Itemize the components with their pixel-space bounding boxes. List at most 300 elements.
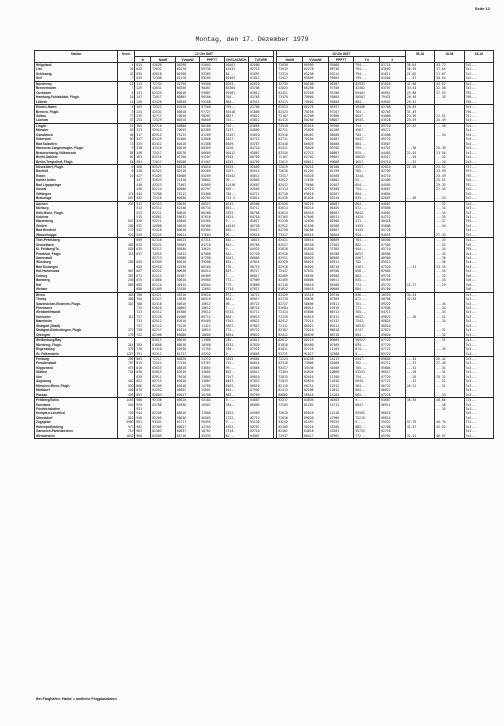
table-cell: 72915 xyxy=(151,252,175,256)
table-cell: 92--- xyxy=(354,178,380,182)
table-cell: 72529 xyxy=(151,118,175,123)
table-cell: 99108 xyxy=(328,123,354,128)
table-cell: 7o3--- xyxy=(464,201,493,206)
table-cell: 754--- xyxy=(354,187,380,191)
table-cell: 825 xyxy=(118,247,135,251)
table-cell: 82318 xyxy=(151,238,175,243)
table-cell: 72632 xyxy=(151,67,175,71)
table-cell: 7o5--- xyxy=(464,243,493,247)
table-cell: 02704 xyxy=(200,196,224,201)
table-cell: 65616 xyxy=(303,192,329,196)
table-cell: 42618 xyxy=(151,72,175,76)
table-cell: 357 xyxy=(118,274,135,278)
table-cell: 82521 xyxy=(151,164,175,169)
table-cell: 82613 xyxy=(151,338,175,343)
table-cell: 685 xyxy=(135,283,151,287)
table-cell: 99608 xyxy=(328,160,354,165)
table-cell: 13605 xyxy=(200,375,224,379)
table-cell: 98207 xyxy=(200,114,224,118)
table-cell: 7547- xyxy=(224,375,248,379)
table-cell: 7o3--- xyxy=(464,361,493,365)
table-cell: 156 xyxy=(135,100,151,105)
station-name-cell: Berlin-Dahlem xyxy=(35,155,118,159)
header-col-k: Td xyxy=(354,57,380,63)
table-cell: 09823 xyxy=(380,315,406,319)
table-cell: 045 xyxy=(135,76,151,81)
table-cell: 7o3--- xyxy=(464,324,493,328)
table-cell: 08510 xyxy=(200,297,224,301)
table-cell: 444 xyxy=(135,192,151,196)
table-cell: 70028 xyxy=(303,146,329,150)
table-cell: 80402 xyxy=(303,133,329,137)
table-cell: 60909 xyxy=(303,63,329,68)
table-cell: 70258 xyxy=(303,110,329,114)
table-cell: 07808 xyxy=(200,252,224,256)
table-cell: 852-- xyxy=(224,238,248,243)
table-cell: 81202 xyxy=(151,388,175,392)
table-cell: 855-- xyxy=(224,187,248,191)
header-18-18: 18-18 xyxy=(464,51,493,63)
table-cell: 58408 xyxy=(354,105,380,110)
table-cell: 49401 xyxy=(224,91,248,95)
table-cell: 00768 xyxy=(175,72,199,76)
station-name-cell: Karlsruhe xyxy=(35,315,118,319)
table-cell: 82426 xyxy=(151,100,175,105)
table-cell: ---28 xyxy=(405,370,434,374)
table-cell: 794--- xyxy=(354,146,380,150)
table-cell: 07811 xyxy=(328,302,354,306)
table-cell: 56636 xyxy=(303,274,329,278)
table-cell: 7o2--- xyxy=(464,67,493,71)
table-cell: 727 xyxy=(135,315,151,319)
table-cell: 58606 xyxy=(303,302,329,306)
station-name-cell: Braunschweig-Völkenrode xyxy=(35,151,118,155)
table-cell: 872--- xyxy=(354,206,380,210)
table-cell: 418 xyxy=(135,169,151,173)
table-cell: 58922 xyxy=(354,338,380,343)
table-cell: 03812 xyxy=(249,91,274,95)
table-cell: 7o2--- xyxy=(464,81,493,86)
table-cell: ---36 xyxy=(435,260,464,264)
table-cell: 95806 xyxy=(328,100,354,105)
table-cell: 06911 xyxy=(380,403,406,407)
table-cell: 866 xyxy=(135,384,151,388)
table-cell: 72016 xyxy=(277,416,303,420)
table-cell: 82910 xyxy=(277,265,303,269)
table-cell: 72518 xyxy=(277,123,303,128)
table-cell: 22-27 xyxy=(405,283,434,287)
table-cell: 82214 xyxy=(151,187,175,191)
station-name-cell: Hamburg-Fuhlsbüttel, Flugh. xyxy=(35,95,118,99)
table-cell: 7o3--- xyxy=(464,146,493,150)
table-cell: 10612 xyxy=(200,302,224,306)
table-cell: 42531 xyxy=(151,110,175,114)
table-cell: 58216 xyxy=(303,201,329,206)
table-cell: 31457 xyxy=(224,133,248,137)
table-cell: 82412 xyxy=(151,142,175,146)
table-cell: 113 xyxy=(135,81,151,86)
table-cell: 92622 xyxy=(277,178,303,182)
table-cell: 62816 xyxy=(151,306,175,310)
station-name-cell: Öhringen xyxy=(35,333,118,338)
table-cell: 635 xyxy=(135,247,151,251)
table-cell: 82522 xyxy=(151,169,175,173)
station-name-cell: Wasserkuppe xyxy=(35,233,118,238)
table-cell: 04713 xyxy=(380,310,406,314)
station-name-cell: Lingen xyxy=(35,123,118,128)
table-cell: 72314 xyxy=(277,72,303,76)
table-cell: 58208 xyxy=(303,228,329,232)
table-cell: 61636 xyxy=(303,224,329,228)
table-cell: 82216 xyxy=(151,155,175,159)
table-cell: 82421 xyxy=(151,292,175,297)
station-name-cell: Kempten-Lenzfried xyxy=(35,411,118,415)
table-cell: 754--- xyxy=(354,375,380,379)
table-cell: 32-53 xyxy=(405,297,434,301)
table-cell: 50636 xyxy=(303,297,329,301)
table-cell: 04713 xyxy=(380,215,406,219)
table-cell: 80022 xyxy=(303,324,329,328)
table-cell: 06816 xyxy=(249,361,274,365)
table-cell: 06607 xyxy=(328,201,354,206)
table-cell: 259 xyxy=(118,260,135,264)
table-cell: 09810 xyxy=(249,375,274,379)
table-cell: 08710 xyxy=(328,265,354,269)
table-cell: 784-- xyxy=(224,95,248,99)
table-cell: 03616 xyxy=(249,233,274,238)
table-cell: 85616 xyxy=(175,260,199,264)
table-cell: 07720 xyxy=(380,375,406,379)
table-cell: 129 xyxy=(135,86,151,90)
table-cell: 52218 xyxy=(303,347,329,351)
table-cell: 7o3--- xyxy=(464,338,493,343)
table-cell: 07320 xyxy=(380,265,406,269)
table-cell: 715--- xyxy=(464,398,493,403)
table-cell: 72417 xyxy=(151,151,175,155)
table-cell: 04901 xyxy=(380,211,406,215)
table-cell: 70860 xyxy=(303,95,329,99)
table-cell: 9---- xyxy=(354,420,380,424)
table-cell: 01308 xyxy=(200,142,224,146)
table-cell: 09711 xyxy=(380,128,406,132)
table-cell: 34-54 xyxy=(405,292,434,297)
table-cell: ---32 xyxy=(435,243,464,247)
table-cell: 91617 xyxy=(303,352,329,357)
table-cell: 03408 xyxy=(328,174,354,178)
table-cell: 7o6--- xyxy=(464,278,493,282)
table-cell: 944 xyxy=(135,411,151,415)
table-cell: 6747- xyxy=(354,328,380,332)
table-cell: 836 xyxy=(135,370,151,374)
table-cell: 363 xyxy=(135,155,151,159)
table-cell: 733 xyxy=(135,319,151,323)
table-cell: 82409 xyxy=(277,278,303,282)
table-cell: 10613 xyxy=(200,328,224,332)
table-cell: 858--- xyxy=(354,269,380,273)
table-cell: 50216 xyxy=(303,425,329,429)
table-cell: 82411 xyxy=(277,146,303,150)
table-cell: 61614 xyxy=(175,328,199,332)
table-cell: 08618 xyxy=(328,328,354,332)
table-cell: 7o4--- xyxy=(464,252,493,256)
table-cell: 6945- xyxy=(354,379,380,383)
table-cell: 7o3--- xyxy=(464,425,493,429)
table-cell: 10712 xyxy=(249,292,274,297)
table-cell: 02708 xyxy=(380,105,406,110)
table-cell: ---34 xyxy=(435,160,464,165)
table-cell: 09710 xyxy=(328,292,354,297)
table-cell: 75215 xyxy=(175,133,199,137)
table-cell: 72414 xyxy=(277,310,303,314)
table-cell: 05308 xyxy=(328,224,354,228)
table-cell: 03807 xyxy=(249,151,274,155)
table-cell: 761--- xyxy=(354,302,380,306)
table-cell: 72511 xyxy=(151,361,175,365)
table-cell: 5455- xyxy=(354,224,380,228)
table-cell: 796--- xyxy=(464,100,493,105)
station-name-cell: Nürburg xyxy=(35,206,118,210)
table-cell: 92311 xyxy=(151,247,175,251)
table-cell: 4424- xyxy=(224,215,248,219)
table-cell: 06810 xyxy=(249,384,274,388)
table-cell: 93603 xyxy=(328,76,354,81)
table-cell: 82513 xyxy=(151,201,175,206)
table-cell: 409 xyxy=(118,393,135,398)
table-cell: 7o6--- xyxy=(464,274,493,278)
table-cell: 05815 xyxy=(249,338,274,343)
table-cell: 785--- xyxy=(354,169,380,173)
table-cell: 384--- xyxy=(354,384,380,388)
table-cell: 60518 xyxy=(175,118,199,123)
table-cell: 01812 xyxy=(249,76,274,81)
table-cell: 715 xyxy=(135,306,151,310)
table-cell: 45104 xyxy=(200,398,224,403)
station-name-cell: Kiel xyxy=(35,76,118,81)
table-cell: 70216 xyxy=(303,164,329,169)
table-cell: 794--- xyxy=(354,67,380,71)
table-cell: 07509 xyxy=(328,343,354,347)
table-cell: 02607 xyxy=(380,196,406,201)
table-cell: 72815 xyxy=(277,375,303,379)
table-cell: 82401 xyxy=(277,429,303,433)
table-cell: 03505 xyxy=(249,187,274,191)
table-cell: 05808 xyxy=(380,224,406,228)
table-cell: 7o2--- xyxy=(464,76,493,81)
table-cell: 82616 xyxy=(303,375,329,379)
table-cell: 04925 xyxy=(249,247,274,251)
table-cell: 131 xyxy=(135,91,151,95)
table-cell: 723-2 xyxy=(224,196,248,201)
table-cell: 72019 xyxy=(277,164,303,169)
station-name-cell: List xyxy=(35,67,118,71)
table-cell: 34802 xyxy=(328,178,354,182)
table-cell: 7o5--- xyxy=(464,178,493,182)
station-name-cell: Klippeneck xyxy=(35,366,118,370)
table-cell: 62708 xyxy=(151,403,175,407)
table-cell: 7o4--- xyxy=(464,123,493,128)
table-cell: 18702 xyxy=(200,429,224,433)
table-cell: 855--- xyxy=(354,278,380,282)
table-cell: 72708 xyxy=(151,192,175,196)
table-cell: 81812 xyxy=(277,287,303,292)
table-cell: 05811 xyxy=(249,370,274,374)
header-col-h: Nddff xyxy=(277,57,303,63)
table-cell: 3137- xyxy=(224,128,248,132)
table-cell: 020 xyxy=(135,67,151,71)
table-cell: 06822 xyxy=(380,388,406,392)
table-cell: 82517 xyxy=(277,243,303,247)
table-cell: 795--- xyxy=(464,219,493,223)
table-cell: 92623 xyxy=(151,178,175,182)
table-cell: 67606 xyxy=(303,215,329,219)
table-cell: 82112 xyxy=(151,324,175,328)
table-cell: 7o3--- xyxy=(464,343,493,347)
table-cell: 11705 xyxy=(200,347,224,351)
table-cell: 02606 xyxy=(249,63,274,68)
table-cell: 2960 xyxy=(118,420,135,424)
table-cell: 8842- xyxy=(354,211,380,215)
table-cell: 7o3--- xyxy=(464,269,493,273)
table-cell: ---35 xyxy=(435,347,464,351)
table-cell: 04209 xyxy=(200,174,224,178)
table-cell: 977 xyxy=(118,425,135,429)
table-cell: 5543- xyxy=(224,155,248,159)
table-cell: 42608 xyxy=(328,361,354,365)
table-cell: 44703 xyxy=(200,425,224,429)
table-cell: 39208 xyxy=(200,260,224,264)
station-name-cell: Soltau xyxy=(35,114,118,118)
table-cell: 852 xyxy=(135,379,151,383)
table-cell: 60616 xyxy=(175,211,199,215)
table-cell: 70802 xyxy=(303,100,329,105)
table-cell: 06409 xyxy=(200,274,224,278)
table-cell: 07813 xyxy=(249,324,274,328)
table-cell: 46-76 xyxy=(435,420,464,424)
table-cell: 50586 xyxy=(175,256,199,260)
table-cell: 00614 xyxy=(175,233,199,238)
table-cell: 80280 xyxy=(303,118,329,123)
table-cell: 202 xyxy=(118,201,135,206)
table-cell: 82317 xyxy=(151,297,175,301)
table-cell: 384 xyxy=(135,160,151,165)
table-cell: 82910 xyxy=(151,265,175,269)
table-cell: 75616 xyxy=(175,375,199,379)
table-cell: ---37 xyxy=(405,76,434,81)
table-cell: 07923 xyxy=(249,347,274,351)
table-cell: 72470 xyxy=(277,95,303,99)
table-cell: 01706 xyxy=(249,105,274,110)
table-cell: 75806 xyxy=(303,183,329,187)
table-cell: 82413 xyxy=(277,388,303,392)
table-cell: 27-34 xyxy=(435,187,464,191)
table-cell: 7 xyxy=(118,76,135,81)
table-cell: 63 xyxy=(118,128,135,132)
table-cell: 01836 xyxy=(303,247,329,251)
table-cell: 92336 xyxy=(151,398,175,403)
table-cell: 75215 xyxy=(354,416,380,420)
table-cell: 46303 xyxy=(328,398,354,403)
table-cell: 03607 xyxy=(380,398,406,403)
table-cell: 09610 xyxy=(200,292,224,297)
table-cell: 773-- xyxy=(224,283,248,287)
table-cell: 5547- xyxy=(224,137,248,141)
table-cell: 84 xyxy=(118,160,135,165)
station-name-cell: Weiden xyxy=(35,287,118,292)
table-cell: 754--- xyxy=(354,123,380,128)
table-cell: ---34 xyxy=(435,269,464,273)
table-cell: 322 xyxy=(118,302,135,306)
table-cell: 06506 xyxy=(249,201,274,206)
table-cell: 00408 xyxy=(328,142,354,146)
table-cell: 7o3--- xyxy=(464,388,493,392)
table-cell: 82711 xyxy=(277,128,303,132)
table-cell: 08710 xyxy=(328,333,354,338)
table-cell: 55522 xyxy=(380,420,406,424)
table-cell: 452 xyxy=(135,196,151,201)
table-cell: 02409 xyxy=(380,178,406,182)
table-cell: 82413 xyxy=(277,100,303,105)
table-cell: 96506 xyxy=(200,95,224,99)
table-cell: 04710 xyxy=(249,146,274,150)
table-cell: 45902 xyxy=(328,434,354,439)
table-cell: 62248 xyxy=(175,206,199,210)
station-name-cell: Lübeck xyxy=(35,100,118,105)
table-cell: 6857- xyxy=(224,114,248,118)
table-cell: 43442 xyxy=(224,174,248,178)
table-cell: 60616 xyxy=(175,338,199,343)
table-cell: 06306 xyxy=(200,224,224,228)
table-cell: 82228 xyxy=(151,315,175,319)
table-cell: 93383 xyxy=(200,72,224,76)
table-cell: 07605 xyxy=(380,269,406,273)
table-cell: 80400 xyxy=(303,343,329,347)
table-cell: ---34 xyxy=(435,211,464,215)
table-cell: 659 xyxy=(135,265,151,269)
table-cell: 82815 xyxy=(151,370,175,374)
table-cell: 84258 xyxy=(303,357,329,362)
table-cell: 854--- xyxy=(354,183,380,187)
table-cell: 09213 xyxy=(328,324,354,328)
station-name-cell: Helgoland xyxy=(35,63,118,68)
table-cell: 04403 xyxy=(380,151,406,155)
table-cell: 82516 xyxy=(277,151,303,155)
header-col-g: ii xyxy=(380,57,406,63)
table-cell: 9 xyxy=(118,146,135,150)
table-cell: 82309 xyxy=(151,425,175,429)
table-cell: 737 xyxy=(135,324,151,328)
table-cell: 98609 xyxy=(200,118,224,123)
table-cell: 65278 xyxy=(175,67,199,71)
table-cell: 42631 xyxy=(151,86,175,90)
table-cell: 07902 xyxy=(249,388,274,392)
table-cell: 86615 xyxy=(175,238,199,243)
table-cell: 01669 xyxy=(380,67,406,71)
table-cell: 75210 xyxy=(303,328,329,332)
table-cell: 72107 xyxy=(277,114,303,118)
table-cell: 06728 xyxy=(249,224,274,228)
table-cell: 6547- xyxy=(354,357,380,362)
table-cell: 45333 xyxy=(200,434,224,439)
table-cell: 80276 xyxy=(175,151,199,155)
table-cell: 06708 xyxy=(249,211,274,215)
table-cell: 68888 xyxy=(175,123,199,128)
table-cell: 97308 xyxy=(200,105,224,110)
table-cell: 8 xyxy=(118,164,135,169)
table-cell: 03607 xyxy=(380,142,406,146)
table-cell: 871-- xyxy=(224,292,248,297)
table-cell: 00616 xyxy=(303,233,329,238)
table-cell: 857-- xyxy=(224,269,248,273)
